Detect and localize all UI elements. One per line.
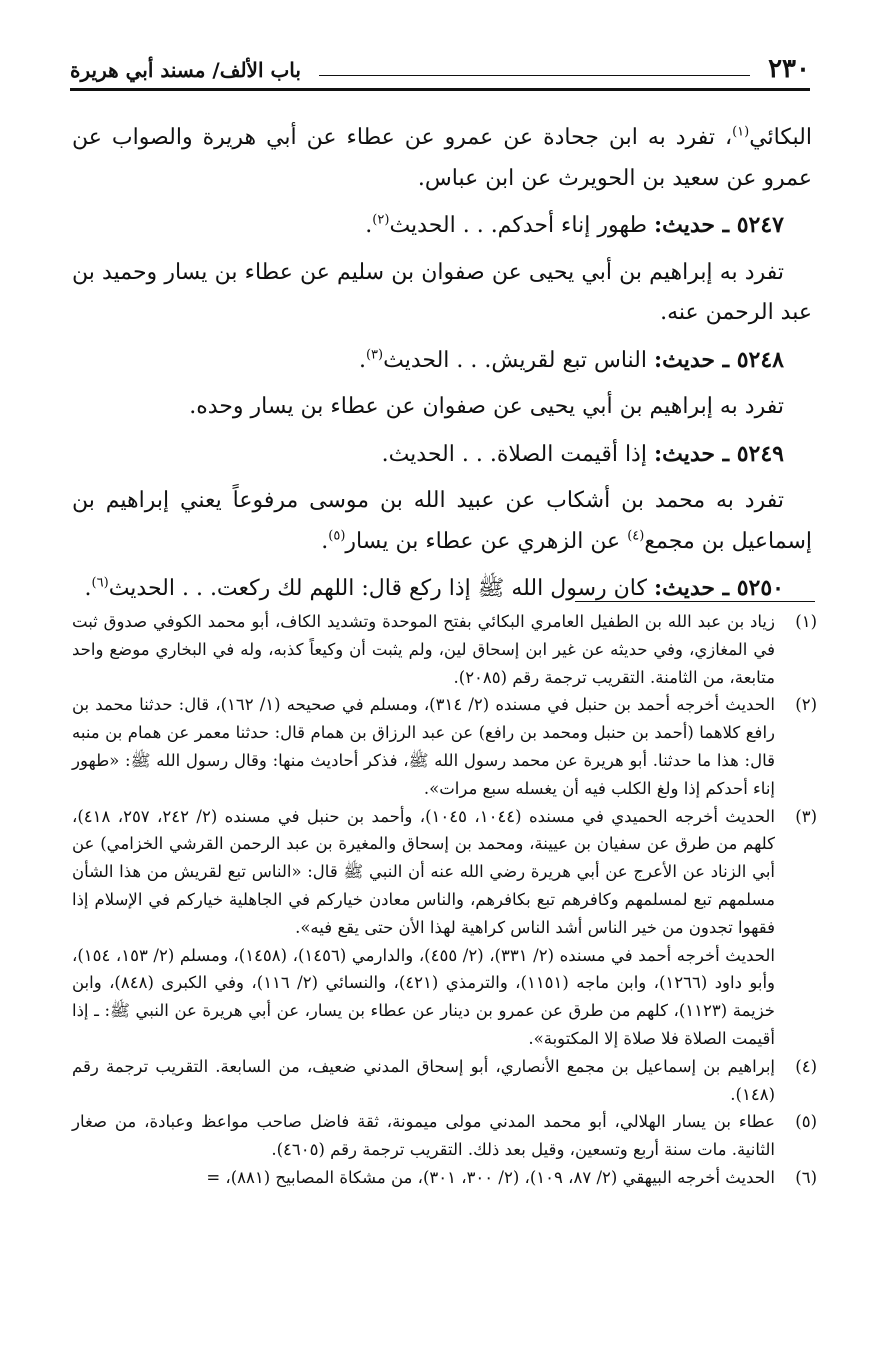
p4-text-a: تفرد به محمد بن أشكاب عن عبيد الله بن موسى مرفوعاً يعني إبراهيم بن إسماعيل بن مجمع <box>72 488 812 554</box>
p1-text-b: ، تفرد به ابن جحادة عن عمرو عن عطاء عن أبي هريرة والصواب عن عمرو عن سعيد بن الحويرث عن ابن عباس. <box>72 125 812 191</box>
entry-label-5248: ٥٢٤٨ ـ حديث: <box>653 346 784 373</box>
entry-end-5248: . <box>358 347 366 373</box>
paragraph-4 <box>72 481 812 562</box>
footnote-text: عطاء بن يسار الهلالي، أبو محمد المدني مولى ميمونة، ثقة فاضل صاحب مواعظ وعبادة، من صغار الثانية. مات سنة أربع وتسعين، وقيل بعد ذلك. التقريب ترجمة رقم (٤٦٠٥). <box>72 1112 775 1160</box>
paragraph-2: تفرد به إبراهيم بن أبي يحيى عن صفوان بن سليم عن عطاء بن يسار وحميد بن عبد الرحمن عنه. <box>72 259 812 325</box>
footnote-text: إبراهيم بن إسماعيل بن مجمع الأنصاري، أبو إسحاق المدني ضعيف، من السابعة. التقريب ترجمة رقم (١٤٨). <box>72 1056 775 1104</box>
footnote-number: (٢) <box>795 695 817 715</box>
entry-end-5247: . <box>365 213 373 238</box>
footnote-1 <box>72 608 817 691</box>
paragraph-1 <box>72 118 812 199</box>
footnote-2 <box>72 691 817 802</box>
running-title: باب الألف/ مسند أبي هريرة <box>70 58 301 82</box>
footnote-ref-5: (٥) <box>328 528 346 544</box>
p4-end: . <box>321 528 329 554</box>
footnote-text: الحديث أخرجه الحميدي في مسنده (١٠٤٤، ١٠٤٥)، وأحمد بن حنبل في مسنده (٢/ ٢٤٢، ٢٥٧، ٤١٨)، كلهم من طرق عن سفيان بن عيينة، ومحمد بن إسحاق والمغيرة بن عبد الرحمن القرشي الخزامي) عن أبي الزناد عن الأعرج عن أبي هريرة رضي الله عنه أن النبي ﷺ قال: «الناس تبع لقريش من هذا الشأن مسلمهم تبع لمسلمهم وكافرهم تبع بكافرهم، والناس معادن خياركم في الجاهلية خياركم في الإسلام إذا فقهوا تجدون من خير الناس أشد الناس كراهية لهذا الأن حتى يقع فيه». <box>72 806 776 937</box>
paragraph-3: تفرد به إبراهيم بن أبي يحيى عن صفوان عن عطاء بن يسار وحده. <box>189 394 784 419</box>
hadith-entry-5247 <box>72 205 812 247</box>
footnote-4 <box>72 1053 817 1109</box>
footnote-text: زياد بن عبد الله بن الطفيل العامري البكائي بفتح الموحدة وتشديد الكاف، أبو محمد الكوفي صدوق ثبت في المغازي، وفي حديثه عن غير ابن إسحاق لين، ولم يثبت أن وكيعاً كذبه، وله في البخاري موضع واحد متابعة، من الثامنة. التقريب ترجمة رقم (٢٠٨٥). <box>72 612 775 687</box>
hadith-entry-5250 <box>72 568 812 610</box>
entry-label-5250: ٥٢٥٠ ـ حديث: <box>653 575 784 601</box>
footnote-ref-4: (٤) <box>627 528 645 544</box>
p4-text-b: عن الزهري عن عطاء بن يسار <box>345 528 628 554</box>
entry-label-5247: ٥٢٤٧ ـ حديث: <box>653 212 784 238</box>
header-rule <box>319 75 750 76</box>
footnote-5 <box>72 1108 817 1164</box>
entry-text-5248: الناس تبع لقريش. . . الحديث <box>383 347 654 373</box>
footnote-number: (٤) <box>795 1056 817 1076</box>
footnote-text-continued: الحديث أخرجه أحمد في مسنده (٢/ ٣٣١)، (٢/ ٤٥٥)، والدارمي (١٤٥٦)، (١٤٥٨)، ومسلم (٢/ ١٥٣، ١٥٤)، وأبو داود (١٢٦٦)، وابن ماجه (١١٥١)، والترمذي (٤٢١)، والنسائي (٢/ ١١٦)، وفي الكبرى (٨٤٨)، وابن خزيمة (١١٢٣)، كلهم من طرق عن عمرو بن دينار عن عطاء بن يسار، عن أبي هريرة عن النبي ﷺ: ـ إذا أقيمت الصلاة فلا صلاة إلا المكتوبة». <box>72 945 776 1048</box>
footnotes <box>72 608 817 1192</box>
footnote-number: (٣) <box>795 806 817 826</box>
footnote-6 <box>72 1164 817 1192</box>
footnote-3 <box>72 803 817 1053</box>
page-number: ٢٣٠ <box>768 54 810 84</box>
footnote-text: الحديث أخرجه أحمد بن حنبل في مسنده (٢/ ٣١٤)، ومسلم في صحيحه (١/ ١٦٢)، قال: حدثنا محمد بن رافع كلاهما (أحمد بن حنبل ومحمد بن رافع) عن عبد الرزاق بن همام قال: حدثنا معمر عن همام بن منبه قال: هذا ما حدثنا. أبو هريرة عن محمد رسول الله ﷺ، فذكر أحاديث منها: وقال رسول الله ﷺ: «طهور إناء أحدكم إذا ولغ الكلب فيه أن يغسله سبع مرات». <box>72 695 775 798</box>
footnote-text: الحديث أخرجه البيهقي (٢/ ٨٧، ١٠٩)، (٢/ ٣٠٠، ٣٠١)، من مشكاة المصابيح (٨٨١)، = <box>206 1167 775 1187</box>
footnote-number: (١) <box>795 612 817 631</box>
entry-text-5249: إذا أقيمت الصلاة. . . الحديث. <box>381 441 654 467</box>
footnote-separator <box>575 601 815 602</box>
entry-text-5250: كان رسول الله ﷺ إذا ركع قال: اللهم لك ركعت. . . الحديث <box>108 576 654 601</box>
footnote-ref-1: (١) <box>732 124 750 140</box>
hadith-entry-5249 <box>72 434 812 476</box>
footnote-number: (٥) <box>795 1112 817 1132</box>
footnote-ref-2: (٢) <box>372 212 390 228</box>
footnote-number: (٦) <box>795 1167 817 1187</box>
running-header <box>70 52 810 91</box>
main-text <box>72 118 812 616</box>
footnote-ref-3: (٣) <box>365 347 384 363</box>
footnote-ref-6: (٦) <box>91 575 109 591</box>
entry-text-5247: طهور إناء أحدكم. . . الحديث <box>389 213 654 238</box>
entry-end-5250: . <box>84 576 92 601</box>
hadith-entry-5248 <box>72 340 812 382</box>
entry-label-5249: ٥٢٤٩ ـ حديث: <box>653 440 784 467</box>
p1-text-a: البكائي <box>749 125 812 150</box>
